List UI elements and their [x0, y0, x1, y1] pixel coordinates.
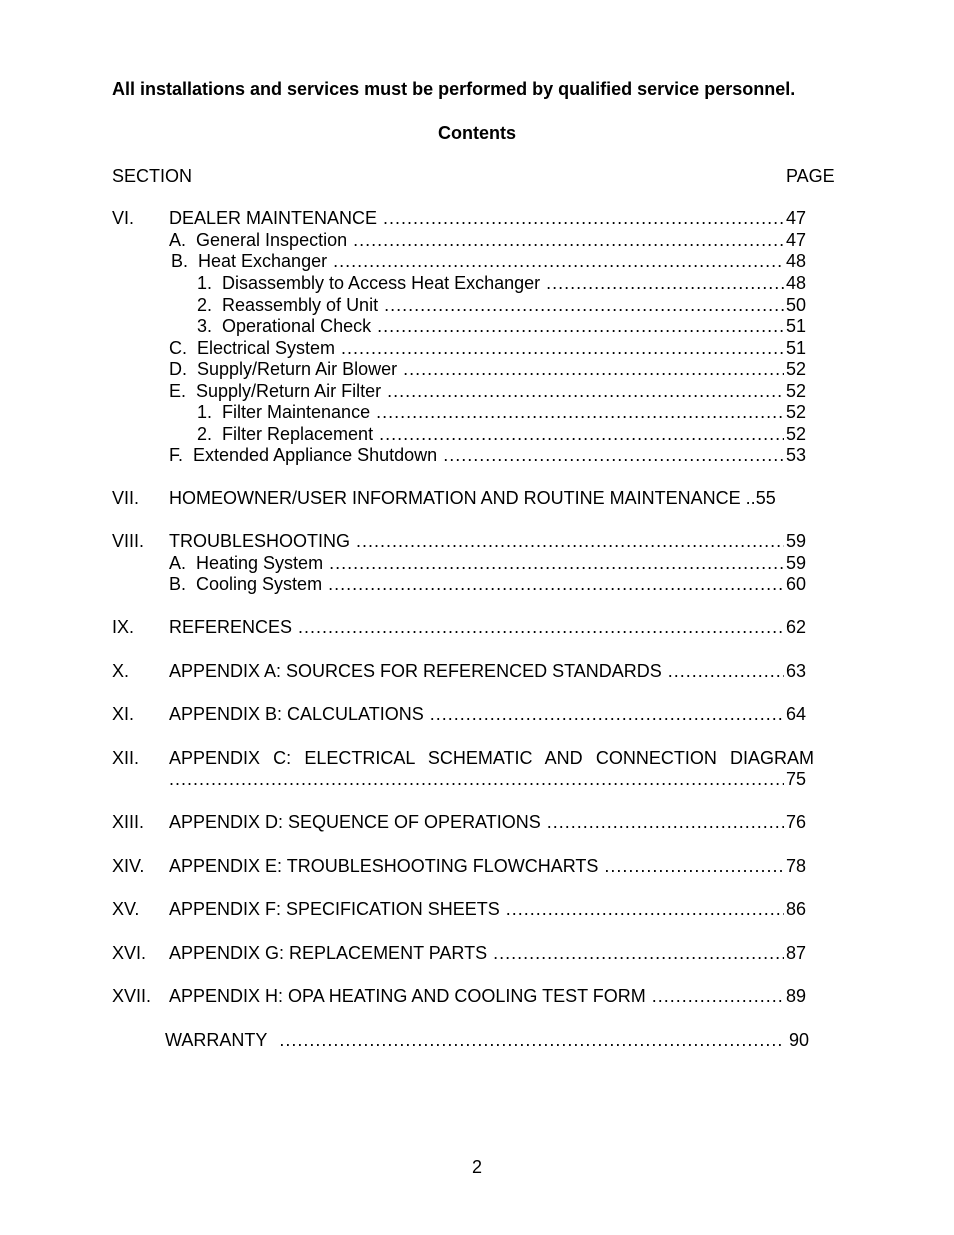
dot-leader	[506, 898, 784, 920]
section-number: IX.	[112, 617, 135, 637]
toc-page: 48	[785, 251, 806, 271]
toc-entry-xiv[interactable]	[0, 855, 954, 877]
section-number: VI.	[112, 208, 135, 228]
section-number: VII.	[112, 488, 140, 508]
toc-entry-line	[169, 530, 806, 552]
toc-title: APPENDIX E: TROUBLESHOOTING FLOWCHARTS	[169, 856, 599, 876]
toc-entry-xv[interactable]	[0, 898, 954, 920]
toc-entry-line	[169, 985, 806, 1007]
dot-leader	[546, 272, 784, 294]
toc-title: A. Heating System	[169, 553, 324, 573]
dot-leader	[279, 1029, 781, 1051]
toc-entry-vi-d[interactable]	[0, 358, 954, 380]
dot-leader	[547, 811, 784, 833]
toc-page: 62	[785, 617, 806, 637]
toc-entry-line	[169, 703, 806, 725]
toc-entry-line	[197, 272, 806, 294]
section-number: XIII.	[112, 812, 145, 832]
section-number: XVI.	[112, 943, 147, 963]
dot-leader	[403, 358, 784, 380]
toc-entry-line	[197, 423, 806, 445]
section-number: X.	[112, 661, 130, 681]
toc-entry-x[interactable]	[0, 660, 954, 682]
section-number: XII.	[112, 748, 140, 768]
toc-entry-line	[169, 942, 806, 964]
toc-page: 51	[785, 316, 806, 336]
dot-leader	[376, 401, 784, 423]
toc-page: 89	[785, 986, 806, 1006]
toc-entry-xii[interactable]	[0, 747, 954, 769]
toc-entry-line	[169, 811, 806, 833]
toc-entry-viii[interactable]	[0, 530, 954, 552]
toc-title: TROUBLESHOOTING	[169, 531, 351, 551]
toc-entry-line	[169, 380, 806, 402]
toc-entry-line	[169, 855, 806, 877]
dot-leader	[652, 985, 784, 1007]
toc-title: B. Cooling System	[169, 574, 323, 594]
toc-title: F. Extended Appliance Shutdown	[169, 445, 438, 465]
toc-entry-line	[169, 337, 806, 359]
toc-page: 75	[785, 769, 806, 789]
toc-entry-vi-c[interactable]	[0, 337, 954, 359]
toc-entry-vi-a[interactable]	[0, 229, 954, 251]
toc-title: HOMEOWNER/USER INFORMATION AND ROUTINE MAINTENANCE ..55	[169, 488, 776, 508]
toc-entry-vi-e[interactable]	[0, 380, 954, 402]
toc-entry-line	[197, 294, 806, 316]
dot-leader	[430, 703, 784, 725]
section-number: XVII.	[112, 986, 152, 1006]
toc-entry-xii-continuation[interactable]	[0, 768, 954, 790]
toc-page: 52	[785, 402, 806, 422]
page-column-header: PAGE	[786, 166, 835, 186]
toc-entry-viii-b[interactable]	[0, 573, 954, 595]
toc-title: WARRANTY	[165, 1030, 268, 1050]
dot-leader	[377, 315, 784, 337]
toc-title: 1. Filter Maintenance	[197, 402, 371, 422]
section-number: XIV.	[112, 856, 145, 876]
dot-leader	[298, 616, 784, 638]
dot-leader	[329, 552, 784, 574]
toc-page: 53	[785, 445, 806, 465]
toc-page: 59	[785, 553, 806, 573]
dot-leader	[443, 444, 784, 466]
toc-entry-vi-b[interactable]	[0, 250, 954, 272]
toc-entry-warranty[interactable]	[0, 1029, 954, 1051]
toc-title: APPENDIX H: OPA HEATING AND COOLING TEST FORM	[169, 986, 646, 1006]
dot-leader	[333, 250, 784, 272]
qualified-personnel-notice: All installations and services must be performed by qualified service personnel.	[112, 79, 796, 99]
toc-title: APPENDIX A: SOURCES FOR REFERENCED STANDARDS	[169, 661, 662, 681]
toc-page: 52	[785, 424, 806, 444]
dot-leader	[169, 768, 784, 790]
toc-title: REFERENCES	[169, 617, 293, 637]
section-number: VIII.	[112, 531, 145, 551]
toc-page: 50	[785, 295, 806, 315]
toc-entry-xvii[interactable]	[0, 985, 954, 1007]
page-number: 2	[471, 1157, 482, 1177]
dot-leader	[384, 294, 784, 316]
dot-leader	[383, 207, 784, 229]
toc-page: 48	[785, 273, 806, 293]
toc-entry-viii-a[interactable]	[0, 552, 954, 574]
toc-page: 63	[785, 661, 806, 681]
toc-entry-line	[197, 315, 806, 337]
toc-title: 1. Disassembly to Access Heat Exchanger	[197, 273, 541, 293]
toc-page: 90	[788, 1030, 809, 1050]
toc-entry-line	[169, 229, 806, 251]
toc-entry-ix[interactable]	[0, 616, 954, 638]
section-column-header: SECTION	[112, 166, 193, 186]
toc-page: 52	[785, 381, 806, 401]
toc-entry-vi-b-3[interactable]	[0, 315, 954, 337]
toc-title: D. Supply/Return Air Blower	[169, 359, 398, 379]
toc-title: A. General Inspection	[169, 230, 348, 250]
toc-page: 52	[785, 359, 806, 379]
dot-leader	[604, 855, 784, 877]
dot-leader	[379, 423, 784, 445]
dot-leader	[341, 337, 784, 359]
toc-title: APPENDIX C: ELECTRICAL SCHEMATIC AND CONNECTION DIAGRAM	[169, 748, 814, 768]
toc-entry-vi-b-1[interactable]	[0, 272, 954, 294]
toc-entry-line	[169, 898, 806, 920]
dot-leader	[356, 530, 784, 552]
toc-entry-xi[interactable]	[0, 703, 954, 725]
toc-page: 60	[785, 574, 806, 594]
toc-page: 86	[785, 899, 806, 919]
toc-title: B. Heat Exchanger	[171, 251, 328, 271]
toc-title: APPENDIX B: CALCULATIONS	[169, 704, 424, 724]
toc-entry-line	[169, 616, 806, 638]
dot-leader	[387, 380, 784, 402]
toc-entry-line	[165, 1029, 809, 1051]
toc-page: 87	[785, 943, 806, 963]
dot-leader	[668, 660, 784, 682]
toc-entry-line	[169, 552, 806, 574]
contents-title: Contents	[438, 123, 516, 143]
toc-title: 3. Operational Check	[197, 316, 372, 336]
toc-title: APPENDIX F: SPECIFICATION SHEETS	[169, 899, 500, 919]
dot-leader	[353, 229, 784, 251]
toc-page: 76	[785, 812, 806, 832]
toc-entry-line	[197, 401, 806, 423]
toc-entry-line	[169, 444, 806, 466]
toc-entry-vi[interactable]	[0, 207, 954, 229]
toc-entry-xiii[interactable]	[0, 811, 954, 833]
toc-entry-vi-e-2[interactable]	[0, 423, 954, 445]
toc-page: 47	[785, 208, 806, 228]
toc-page: 64	[785, 704, 806, 724]
toc-title: 2. Reassembly of Unit	[197, 295, 379, 315]
toc-title: DEALER MAINTENANCE	[169, 208, 378, 228]
toc-title: APPENDIX D: SEQUENCE OF OPERATIONS	[169, 812, 541, 832]
toc-entry-vi-f[interactable]	[0, 444, 954, 466]
toc-page: 59	[785, 531, 806, 551]
toc-title: E. Supply/Return Air Filter	[169, 381, 382, 401]
toc-entry-line	[169, 660, 806, 682]
toc-entry-line	[169, 207, 806, 229]
dot-leader	[493, 942, 784, 964]
toc-entry-vi-b-2[interactable]	[0, 294, 954, 316]
toc-title: 2. Filter Replacement	[197, 424, 374, 444]
toc-page: 47	[785, 230, 806, 250]
toc-entry-vi-e-1[interactable]	[0, 401, 954, 423]
toc-entry-vii[interactable]	[0, 487, 954, 509]
toc-entry-line	[169, 768, 806, 790]
dot-leader	[328, 573, 784, 595]
toc-title: APPENDIX G: REPLACEMENT PARTS	[169, 943, 488, 963]
section-number: XI.	[112, 704, 135, 724]
toc-page: 51	[785, 338, 806, 358]
toc-title: C. Electrical System	[169, 338, 336, 358]
toc-entry-xvi[interactable]	[0, 942, 954, 964]
toc-entry-line	[169, 573, 806, 595]
toc-page: 78	[785, 856, 806, 876]
toc-entry-line	[169, 358, 806, 380]
toc-entry-line	[171, 250, 806, 272]
section-number: XV.	[112, 899, 140, 919]
